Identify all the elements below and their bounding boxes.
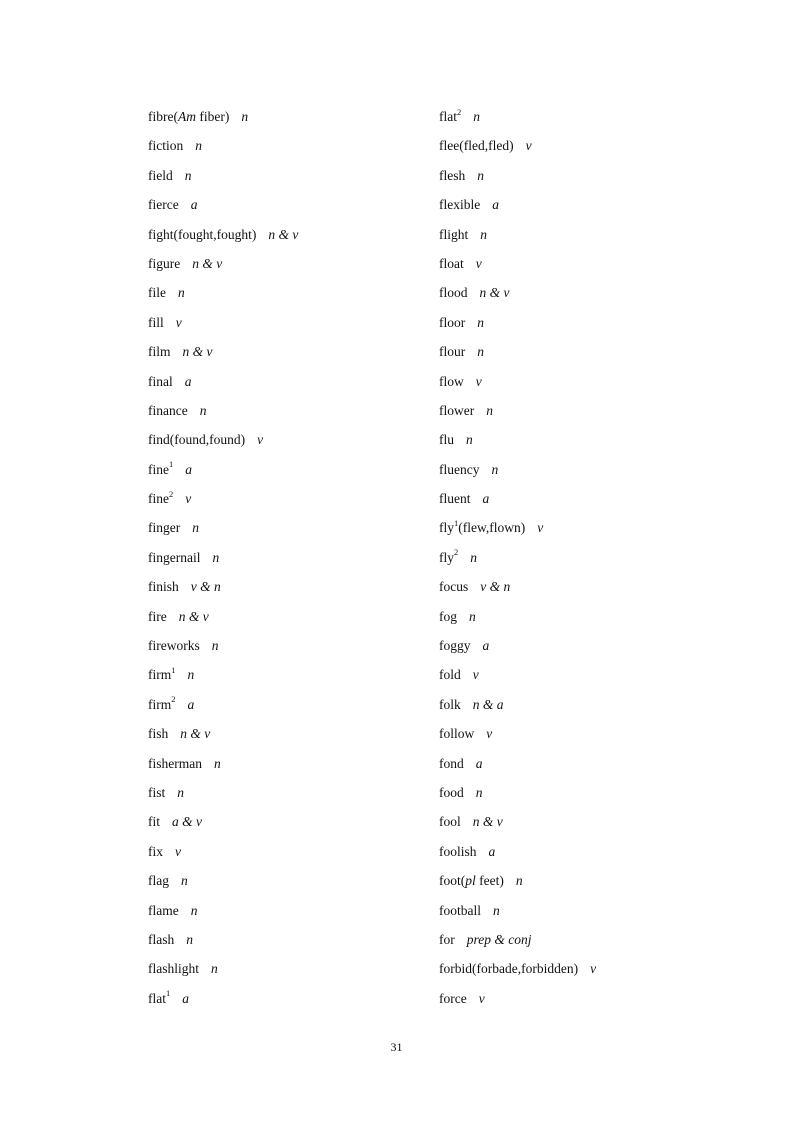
headword <box>439 667 461 682</box>
headword <box>148 726 168 741</box>
part-of-speech: v <box>475 255 482 271</box>
headword-text: flight <box>439 226 469 242</box>
part-of-speech: n <box>186 931 193 947</box>
word-entry <box>148 837 408 866</box>
word-entry <box>148 572 408 601</box>
word-entry <box>439 866 739 895</box>
headword <box>439 932 455 947</box>
headword-text: finger <box>148 520 181 536</box>
part-of-speech: v <box>478 990 485 1006</box>
part-of-speech: n <box>212 549 220 565</box>
headword <box>148 488 174 507</box>
headword-text: fly <box>439 520 454 536</box>
headword-text: flashlight <box>148 961 199 977</box>
headword-text: fish <box>148 726 169 742</box>
headword-text: fist <box>148 784 166 800</box>
part-of-speech: a <box>482 491 490 507</box>
headword-text: folk <box>439 696 461 712</box>
part-of-speech: n <box>470 549 477 565</box>
word-entry <box>439 572 739 601</box>
headword-text: foot( <box>439 873 466 889</box>
word-entry <box>148 925 408 954</box>
part-of-speech: a <box>190 197 198 213</box>
word-entry <box>148 455 408 484</box>
word-entry <box>148 102 408 131</box>
headword <box>148 638 200 653</box>
headword-text: fine <box>148 491 169 507</box>
word-entry <box>148 807 408 836</box>
headword-text: force <box>439 990 467 1006</box>
headword-text: fill <box>148 314 164 330</box>
word-entry <box>148 131 408 160</box>
headword <box>148 227 256 242</box>
part-of-speech: v <box>475 373 482 389</box>
word-entry <box>439 337 739 366</box>
headword-text: finish <box>148 579 179 595</box>
headword-text: flour <box>439 344 466 360</box>
headword <box>439 547 459 565</box>
headword <box>439 579 468 594</box>
part-of-speech: n <box>473 109 480 124</box>
headword-text: food <box>439 784 464 800</box>
headword-text: film <box>148 344 171 360</box>
headword <box>148 579 179 594</box>
headword <box>439 256 464 271</box>
headword-text: flood <box>439 285 468 301</box>
word-entry <box>439 837 739 866</box>
word-entry <box>439 543 739 572</box>
headword <box>148 403 188 418</box>
part-of-speech: n <box>475 784 483 800</box>
headword-text: finance <box>148 402 188 418</box>
word-entry <box>439 220 739 249</box>
headword <box>148 694 176 712</box>
headword <box>439 168 465 183</box>
word-entry <box>439 396 739 425</box>
part-of-speech: n <box>178 285 185 301</box>
headword-text: fool <box>439 814 461 830</box>
part-of-speech: v & n <box>480 579 511 595</box>
headword <box>148 315 164 330</box>
part-of-speech: a <box>184 373 192 389</box>
word-entry <box>439 690 739 719</box>
part-of-speech: prep & conj <box>466 931 532 947</box>
headword <box>439 344 465 359</box>
sense-number: 1 <box>171 664 176 675</box>
word-entry <box>148 220 408 249</box>
sense-number: 2 <box>454 547 459 558</box>
word-entry <box>148 602 408 631</box>
word-entry <box>148 896 408 925</box>
headword <box>439 991 467 1006</box>
word-entry <box>439 719 739 748</box>
part-of-speech: v <box>257 432 264 448</box>
word-entry <box>148 984 408 1013</box>
headword-text: fire <box>148 608 167 624</box>
part-of-speech: v <box>486 726 493 742</box>
headword <box>148 197 179 212</box>
word-entry <box>148 660 408 689</box>
part-of-speech: n <box>477 344 484 360</box>
headword <box>439 197 480 212</box>
word-entry <box>439 367 739 396</box>
word-entry <box>439 984 739 1013</box>
headword <box>148 109 229 124</box>
headword <box>439 432 454 447</box>
word-entry <box>148 425 408 454</box>
headword <box>439 517 526 536</box>
headword-text: fisherman <box>148 755 202 771</box>
left-word-column <box>148 102 408 1013</box>
part-of-speech: n & v <box>180 726 211 742</box>
headword <box>439 609 457 624</box>
headword <box>439 374 464 389</box>
part-of-speech: n <box>177 784 185 800</box>
headword-text: for <box>439 931 455 947</box>
headword <box>439 315 465 330</box>
headword <box>439 697 461 712</box>
headword <box>148 168 173 183</box>
word-entry <box>439 749 739 778</box>
headword <box>439 638 471 653</box>
headword <box>148 520 180 535</box>
headword <box>148 550 200 565</box>
headword-text: fold <box>439 667 461 683</box>
word-entry <box>148 690 408 719</box>
headword <box>148 756 202 771</box>
headword-text: fine <box>148 461 169 477</box>
headword-text: flat <box>439 109 457 124</box>
sense-number: 1 <box>166 988 171 999</box>
part-of-speech: n & v <box>192 255 223 271</box>
headword-text: firm <box>148 667 172 683</box>
headword-text: fingernail <box>148 549 201 565</box>
word-entry <box>439 660 739 689</box>
headword-text: foggy <box>439 638 471 654</box>
headword-text: flee(fled,fled) <box>439 138 514 154</box>
word-entry <box>148 190 408 219</box>
headword <box>148 844 163 859</box>
headword <box>148 256 180 271</box>
sense-number: 2 <box>171 694 176 705</box>
part-of-speech: v <box>590 961 597 977</box>
headword <box>439 285 468 300</box>
word-entry <box>148 396 408 425</box>
part-of-speech: v <box>537 520 544 536</box>
headword <box>148 609 167 624</box>
sense-number: 1 <box>169 459 174 470</box>
headword-text: flash <box>148 931 175 947</box>
headword-text: (flew,flown) <box>458 520 526 536</box>
part-of-speech: n <box>195 138 202 154</box>
headword <box>148 961 199 976</box>
word-entry <box>148 484 408 513</box>
headword-text: foolish <box>439 843 477 859</box>
part-of-speech: a <box>187 696 195 712</box>
headword <box>148 932 174 947</box>
headword <box>148 785 165 800</box>
headword <box>439 227 468 242</box>
word-entry <box>148 161 408 190</box>
headword <box>439 403 474 418</box>
part-of-speech: n <box>491 461 499 477</box>
word-entry <box>148 308 408 337</box>
word-entry <box>148 954 408 983</box>
headword <box>439 491 471 506</box>
part-of-speech: v <box>175 314 182 330</box>
word-entry <box>439 249 739 278</box>
headword <box>148 814 160 829</box>
word-entry <box>439 807 739 836</box>
word-entry <box>148 367 408 396</box>
headword <box>439 106 462 124</box>
word-entry <box>439 513 739 542</box>
headword-text: follow <box>439 726 475 742</box>
part-of-speech: n & v <box>178 608 209 624</box>
headword-text: fog <box>439 608 457 624</box>
part-of-speech: n <box>486 402 493 418</box>
headword <box>148 432 245 447</box>
part-of-speech: n <box>477 314 484 330</box>
headword-text: fluent <box>439 491 471 507</box>
word-entry <box>148 278 408 307</box>
word-entry <box>439 631 739 660</box>
headword <box>148 664 176 683</box>
headword-text: football <box>439 902 481 918</box>
headword-text: floor <box>439 314 466 330</box>
headword <box>439 873 504 888</box>
headword <box>148 459 174 477</box>
part-of-speech: v <box>185 491 192 507</box>
sense-number: 2 <box>457 106 462 117</box>
headword <box>439 462 479 477</box>
word-entry <box>148 749 408 778</box>
headword <box>439 138 514 153</box>
headword-text: focus <box>439 579 469 595</box>
word-entry <box>439 455 739 484</box>
headword-text: flag <box>148 873 169 889</box>
part-of-speech: v <box>175 843 181 859</box>
part-of-speech: n <box>192 520 199 536</box>
part-of-speech: n <box>213 755 221 771</box>
word-entry <box>148 866 408 895</box>
headword-text: flat <box>148 990 166 1006</box>
word-entry <box>148 719 408 748</box>
part-of-speech: n <box>187 667 195 683</box>
headword-text: fireworks <box>148 638 200 654</box>
headword <box>439 814 461 829</box>
word-entry <box>439 896 739 925</box>
headword <box>148 903 179 918</box>
sense-number: 2 <box>169 488 174 499</box>
part-of-speech: n & a <box>472 696 504 712</box>
headword <box>148 344 171 359</box>
headword-text: fibre( <box>148 109 178 124</box>
headword <box>439 785 464 800</box>
part-of-speech: v <box>472 667 479 683</box>
right-word-column <box>439 102 739 1013</box>
headword-text: pl <box>465 873 476 889</box>
headword <box>148 988 171 1006</box>
part-of-speech: n <box>480 226 487 242</box>
headword <box>439 726 474 741</box>
word-entry <box>439 161 739 190</box>
part-of-speech: n <box>466 432 473 448</box>
part-of-speech: a & v <box>172 814 202 830</box>
headword-text: float <box>439 255 464 271</box>
part-of-speech: n <box>241 109 249 124</box>
part-of-speech: n <box>211 638 219 654</box>
headword-text: field <box>148 167 173 183</box>
headword-text: flexible <box>439 197 481 213</box>
word-entry <box>148 543 408 572</box>
part-of-speech: n & v <box>472 814 503 830</box>
sense-number: 1 <box>454 517 459 528</box>
headword-text: Am <box>177 109 196 124</box>
part-of-speech: n & v <box>268 226 299 242</box>
part-of-speech: a <box>492 197 499 213</box>
word-entry <box>439 425 739 454</box>
word-entry <box>439 190 739 219</box>
word-entry <box>439 131 739 160</box>
part-of-speech: n & v <box>182 344 213 360</box>
headword-text: find(found,found) <box>148 432 246 448</box>
headword-text: fight(fought,fought) <box>148 226 257 242</box>
word-entry <box>439 925 739 954</box>
part-of-speech: a <box>475 755 483 771</box>
part-of-speech: n <box>181 873 188 889</box>
part-of-speech: a <box>482 638 490 654</box>
part-of-speech: n <box>190 902 198 918</box>
part-of-speech: n & v <box>479 285 510 301</box>
headword-text: fiber) <box>195 109 230 124</box>
headword-text: forbid(forbade,forbidden) <box>439 961 579 977</box>
headword-text: flu <box>439 432 454 448</box>
part-of-speech: n <box>184 167 192 183</box>
word-entry <box>439 102 739 131</box>
word-entry <box>148 337 408 366</box>
headword-text: fix <box>148 843 163 859</box>
headword-text: final <box>148 373 173 389</box>
part-of-speech: n <box>477 167 484 183</box>
headword-text: fierce <box>148 197 179 213</box>
headword-text: flow <box>439 373 464 389</box>
part-of-speech: a <box>488 843 496 859</box>
word-entry <box>148 631 408 660</box>
word-entry <box>439 484 739 513</box>
headword-text: flesh <box>439 167 466 183</box>
headword-text: fond <box>439 755 464 771</box>
headword <box>439 844 477 859</box>
headword-text: figure <box>148 255 181 271</box>
part-of-speech: n <box>469 608 476 624</box>
part-of-speech: v & n <box>190 579 221 595</box>
part-of-speech: a <box>182 990 189 1006</box>
headword <box>148 138 183 153</box>
word-entry <box>439 278 739 307</box>
word-entry <box>439 778 739 807</box>
headword <box>148 873 169 888</box>
word-entry <box>439 602 739 631</box>
part-of-speech: n <box>493 902 500 918</box>
word-entry <box>439 954 739 983</box>
headword-text: flower <box>439 402 475 418</box>
headword <box>439 903 481 918</box>
headword-text: feet) <box>475 873 504 889</box>
part-of-speech: n <box>211 961 218 977</box>
headword <box>439 961 578 976</box>
part-of-speech: v <box>525 138 532 154</box>
part-of-speech: a <box>185 461 192 477</box>
headword-text: fit <box>148 814 160 830</box>
page-number: 31 <box>390 1040 403 1054</box>
word-entry <box>439 308 739 337</box>
headword <box>148 374 173 389</box>
word-entry <box>148 249 408 278</box>
headword <box>148 285 166 300</box>
headword <box>439 756 464 771</box>
headword-text: file <box>148 285 166 301</box>
word-entry <box>148 513 408 542</box>
headword-text: firm <box>148 696 172 712</box>
headword-text: fly <box>439 549 454 565</box>
word-entry <box>148 778 408 807</box>
headword-text: fiction <box>148 138 184 154</box>
part-of-speech: n <box>515 873 523 889</box>
part-of-speech: n <box>199 402 207 418</box>
headword-text: flame <box>148 902 179 918</box>
headword-text: fluency <box>439 461 480 477</box>
